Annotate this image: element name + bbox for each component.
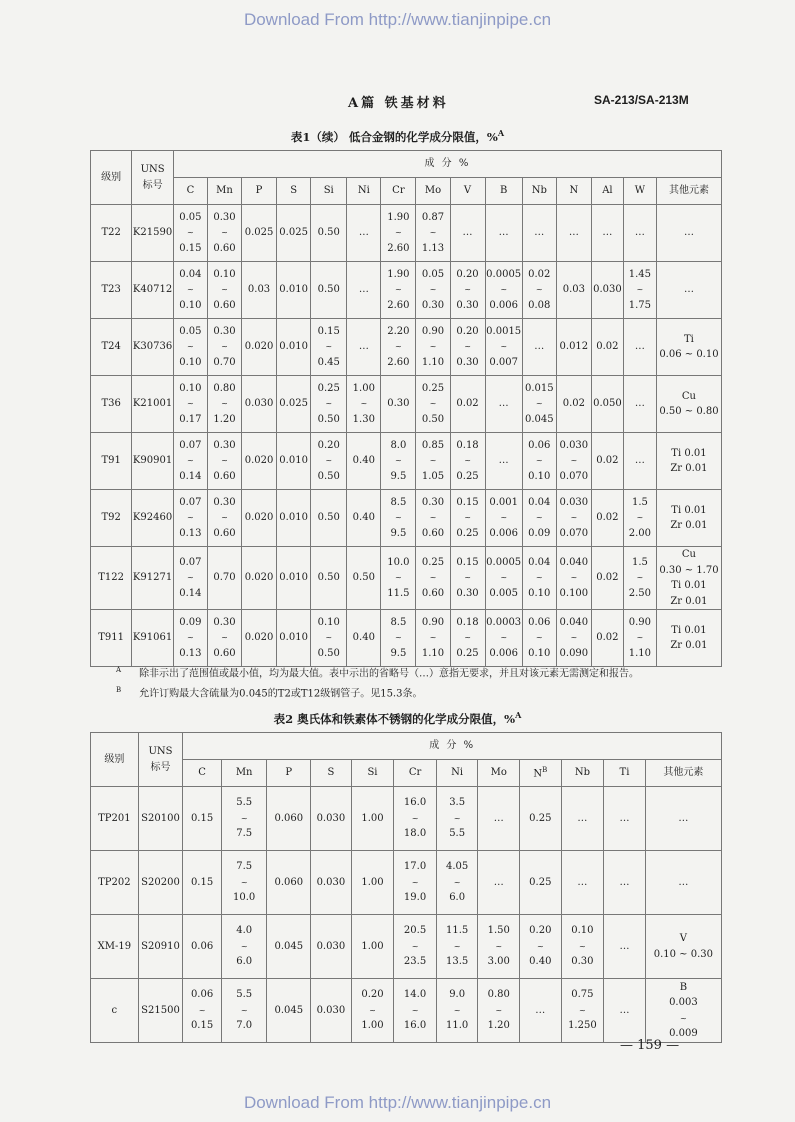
table1-row xyxy=(91,376,722,433)
table1-row xyxy=(91,490,722,547)
value-cell: 0.050 xyxy=(591,376,623,433)
value-cell: 0.40 xyxy=(347,490,381,547)
value-cell: 0.25 xyxy=(520,851,562,915)
value-cell: 0.05 ~ 0.10 xyxy=(173,319,207,376)
value-cell: 0.04 ~ 0.09 xyxy=(522,490,556,547)
value-cell: 0.50 xyxy=(311,205,347,262)
value-cell: 5.5 ~ 7.0 xyxy=(221,979,267,1043)
value-cell: 0.90 ~ 1.10 xyxy=(416,610,450,667)
value-cell: V 0.10 ~ 0.30 xyxy=(645,915,721,979)
uns-cell: K40712 xyxy=(132,262,174,319)
table1-col-header: 其他元素 xyxy=(656,178,721,205)
table1-col-header: N xyxy=(556,178,591,205)
value-cell: 0.25 ~ 0.50 xyxy=(416,376,450,433)
value-cell: … xyxy=(347,319,381,376)
value-cell: 0.0005 ~ 0.006 xyxy=(485,262,522,319)
value-cell: 0.045 xyxy=(267,915,311,979)
table1-col-header: Mo xyxy=(416,178,450,205)
value-cell: … xyxy=(645,787,721,851)
value-cell: 0.040 ~ 0.090 xyxy=(556,610,591,667)
table1-col-header: Ni xyxy=(347,178,381,205)
value-cell: 0.020 xyxy=(242,547,277,610)
table2-col-header: Nb xyxy=(561,760,604,787)
value-cell: 0.020 xyxy=(242,610,277,667)
table1-row xyxy=(91,433,722,490)
value-cell: 0.020 xyxy=(242,319,277,376)
value-cell: 0.75 ~ 1.250 xyxy=(561,979,604,1043)
value-cell: 0.001 ~ 0.006 xyxy=(485,490,522,547)
value-cell: 1.50 ~ 3.00 xyxy=(478,915,520,979)
value-cell: 0.030 xyxy=(311,851,352,915)
value-cell: 0.030 xyxy=(311,979,352,1043)
table1-row xyxy=(91,262,722,319)
table2-col-header: P xyxy=(267,760,311,787)
table2-col-header: Mn xyxy=(221,760,267,787)
table1-header-composition: 成 分 % xyxy=(173,151,721,178)
value-cell: 0.030 xyxy=(591,262,623,319)
uns-cell: K90901 xyxy=(132,433,174,490)
value-cell: 0.010 xyxy=(277,490,311,547)
uns-cell: K30736 xyxy=(132,319,174,376)
grade-cell: T91 xyxy=(91,433,132,490)
value-cell: 0.03 xyxy=(242,262,277,319)
table2-row xyxy=(91,851,722,915)
value-cell: 8.5 ~ 9.5 xyxy=(381,490,416,547)
value-cell: … xyxy=(623,376,656,433)
value-cell: 0.02 xyxy=(556,376,591,433)
value-cell: 0.50 xyxy=(311,547,347,610)
value-cell: 0.060 xyxy=(267,851,311,915)
value-cell: 0.04 ~ 0.10 xyxy=(522,547,556,610)
value-cell: … xyxy=(520,979,562,1043)
value-cell: 0.30 ~ 0.60 xyxy=(207,490,241,547)
value-cell: 0.50 xyxy=(311,490,347,547)
value-cell: 0.50 xyxy=(347,547,381,610)
table1-col-header: Cr xyxy=(381,178,416,205)
value-cell: 0.25 ~ 0.50 xyxy=(311,376,347,433)
value-cell: 0.010 xyxy=(277,319,311,376)
value-cell: 0.02 xyxy=(591,610,623,667)
table1-col-header: B xyxy=(485,178,522,205)
value-cell: 0.20 ~ 0.50 xyxy=(311,433,347,490)
table2-col-header: Cr xyxy=(394,760,437,787)
table1-row xyxy=(91,205,722,262)
value-cell: … xyxy=(656,262,721,319)
table1-col-header: W xyxy=(623,178,656,205)
value-cell: … xyxy=(645,851,721,915)
value-cell: B 0.003 ~ 0.009 xyxy=(645,979,721,1043)
uns-cell: K21590 xyxy=(132,205,174,262)
value-cell: Ti 0.01 Zr 0.01 xyxy=(656,433,721,490)
table2-col-header: $N^B$ xyxy=(520,760,562,787)
value-cell: 4.0 ~ 6.0 xyxy=(221,915,267,979)
uns-cell: K21001 xyxy=(132,376,174,433)
table1-col-header: Al xyxy=(591,178,623,205)
table2-col-header: Mo xyxy=(478,760,520,787)
value-cell: 9.0 ~ 11.0 xyxy=(436,979,478,1043)
value-cell: … xyxy=(623,205,656,262)
uns-cell: K91061 xyxy=(132,610,174,667)
value-cell: 0.030 xyxy=(311,915,352,979)
value-cell: 0.10 ~ 0.30 xyxy=(561,915,604,979)
value-cell: 0.03 xyxy=(556,262,591,319)
table2-header-composition: 成 分 % xyxy=(183,733,722,760)
table1 xyxy=(90,150,722,667)
uns-cell: S20200 xyxy=(138,851,183,915)
value-cell: 0.87 ~ 1.13 xyxy=(416,205,450,262)
table1-header-grade: 级别 xyxy=(91,151,132,205)
value-cell: 0.30 ~ 0.60 xyxy=(416,490,450,547)
value-cell: 3.5 ~ 5.5 xyxy=(436,787,478,851)
value-cell: 0.06 ~ 0.10 xyxy=(522,610,556,667)
standard-code: SA-213/SA-213M xyxy=(594,93,689,107)
value-cell: … xyxy=(623,319,656,376)
value-cell: 1.00 xyxy=(351,851,394,915)
value-cell: 2.20 ~ 2.60 xyxy=(381,319,416,376)
value-cell: Cu 0.30 ~ 1.70 Ti 0.01 Zr 0.01 xyxy=(656,547,721,610)
value-cell: … xyxy=(478,787,520,851)
table2-col-header: S xyxy=(311,760,352,787)
value-cell: 0.045 xyxy=(267,979,311,1043)
value-cell: 0.20 ~ 0.30 xyxy=(450,262,485,319)
value-cell: 0.20 ~ 0.40 xyxy=(520,915,562,979)
watermark-top: Download From http://www.tianjinpipe.cn xyxy=(243,10,552,29)
grade-cell: T122 xyxy=(91,547,132,610)
value-cell: … xyxy=(561,851,604,915)
table1-col-header: S xyxy=(277,178,311,205)
value-cell: 0.18 ~ 0.25 xyxy=(450,433,485,490)
table2 xyxy=(90,732,722,1043)
table1-col-header: Mn xyxy=(207,178,241,205)
value-cell: 0.020 xyxy=(242,490,277,547)
uns-cell: K91271 xyxy=(132,547,174,610)
value-cell: … xyxy=(485,433,522,490)
value-cell: 0.25 ~ 0.60 xyxy=(416,547,450,610)
table1-row xyxy=(91,547,722,610)
value-cell: 0.06 ~ 0.10 xyxy=(522,433,556,490)
grade-cell: TP202 xyxy=(91,851,139,915)
uns-cell: S21500 xyxy=(138,979,183,1043)
value-cell: 20.5 ~ 23.5 xyxy=(394,915,437,979)
value-cell: 0.30 ~ 0.60 xyxy=(207,433,241,490)
value-cell: 4.05 ~ 6.0 xyxy=(436,851,478,915)
value-cell: 0.030 xyxy=(242,376,277,433)
value-cell: 0.05 ~ 0.30 xyxy=(416,262,450,319)
value-cell: … xyxy=(347,262,381,319)
value-cell: … xyxy=(522,205,556,262)
value-cell: 0.02 xyxy=(591,319,623,376)
value-cell: 0.10 ~ 0.50 xyxy=(311,610,347,667)
page-number: — 159 — xyxy=(620,1038,680,1053)
value-cell: 1.5 ~ 2.50 xyxy=(623,547,656,610)
value-cell: 0.90 ~ 1.10 xyxy=(416,319,450,376)
value-cell: 0.02 xyxy=(591,547,623,610)
grade-cell: T36 xyxy=(91,376,132,433)
value-cell: 0.30 ~ 0.60 xyxy=(207,205,241,262)
table-note: $^A$ 除非示出了范围值或最小值，均为最大值。表中示出的省略号（…）意指无要求，并且对该元素无需测定和报告。 xyxy=(116,666,640,680)
value-cell: 1.5 ~ 2.00 xyxy=(623,490,656,547)
table2-col-header: 其他元素 xyxy=(645,760,721,787)
value-cell: 8.0 ~ 9.5 xyxy=(381,433,416,490)
value-cell: 0.040 ~ 0.100 xyxy=(556,547,591,610)
value-cell: 0.15 ~ 0.30 xyxy=(450,547,485,610)
table2-col-header: C xyxy=(183,760,222,787)
value-cell: 1.45 ~ 1.75 xyxy=(623,262,656,319)
value-cell: … xyxy=(623,433,656,490)
value-cell: 0.15 ~ 0.45 xyxy=(311,319,347,376)
value-cell: … xyxy=(604,979,646,1043)
value-cell: 1.90 ~ 2.60 xyxy=(381,205,416,262)
grade-cell: c xyxy=(91,979,139,1043)
value-cell: 0.80 ~ 1.20 xyxy=(478,979,520,1043)
value-cell: 11.5 ~ 13.5 xyxy=(436,915,478,979)
value-cell: 0.40 xyxy=(347,610,381,667)
table2-row xyxy=(91,979,722,1043)
value-cell: 0.06 ~ 0.15 xyxy=(183,979,222,1043)
table2-col-header: Ni xyxy=(436,760,478,787)
value-cell: 0.15 xyxy=(183,787,222,851)
value-cell: 0.04 ~ 0.10 xyxy=(173,262,207,319)
value-cell: Ti 0.01 Zr 0.01 xyxy=(656,610,721,667)
value-cell: … xyxy=(604,787,646,851)
value-cell: 0.85 ~ 1.05 xyxy=(416,433,450,490)
table2-row xyxy=(91,915,722,979)
table1-notes xyxy=(116,662,639,703)
value-cell: 17.0 ~ 19.0 xyxy=(394,851,437,915)
value-cell: 0.30 ~ 0.60 xyxy=(207,610,241,667)
value-cell: 0.50 xyxy=(311,262,347,319)
value-cell: 0.025 xyxy=(277,205,311,262)
value-cell: … xyxy=(478,851,520,915)
value-cell: 0.02 ~ 0.08 xyxy=(522,262,556,319)
table2-col-header: Si xyxy=(351,760,394,787)
value-cell: … xyxy=(604,851,646,915)
value-cell: 0.030 xyxy=(311,787,352,851)
value-cell: 0.90 ~ 1.10 xyxy=(623,610,656,667)
value-cell: 0.030 ~ 0.070 xyxy=(556,490,591,547)
value-cell: 0.06 xyxy=(183,915,222,979)
value-cell: 0.07 ~ 0.14 xyxy=(173,547,207,610)
table1-col-header: P xyxy=(242,178,277,205)
grade-cell: T911 xyxy=(91,610,132,667)
value-cell: 0.18 ~ 0.25 xyxy=(450,610,485,667)
value-cell: 0.07 ~ 0.14 xyxy=(173,433,207,490)
value-cell: 0.70 xyxy=(207,547,241,610)
table1-col-header: C xyxy=(173,178,207,205)
value-cell: 0.010 xyxy=(277,433,311,490)
value-cell: Ti 0.06 ~ 0.10 xyxy=(656,319,721,376)
table2-header-grade: 级别 xyxy=(91,733,139,787)
section-header: A篇 铁基材料 xyxy=(348,96,449,111)
value-cell: 0.20 ~ 0.30 xyxy=(450,319,485,376)
grade-cell: T24 xyxy=(91,319,132,376)
uns-cell: K92460 xyxy=(132,490,174,547)
value-cell: 7.5 ~ 10.0 xyxy=(221,851,267,915)
table1-caption: 表1（续） 低合金钢的化学成分限值，%$^A$ xyxy=(290,128,505,144)
value-cell: 0.10 ~ 0.60 xyxy=(207,262,241,319)
value-cell: 0.07 ~ 0.13 xyxy=(173,490,207,547)
value-cell: 14.0 ~ 16.0 xyxy=(394,979,437,1043)
value-cell: 0.25 xyxy=(520,787,562,851)
value-cell: … xyxy=(522,319,556,376)
value-cell: … xyxy=(556,205,591,262)
value-cell: 1.90 ~ 2.60 xyxy=(381,262,416,319)
value-cell: 1.00 xyxy=(351,787,394,851)
grade-cell: XM-19 xyxy=(91,915,139,979)
value-cell: … xyxy=(591,205,623,262)
value-cell: 0.010 xyxy=(277,547,311,610)
value-cell: 0.0015 ~ 0.007 xyxy=(485,319,522,376)
value-cell: … xyxy=(656,205,721,262)
value-cell: 0.02 xyxy=(591,433,623,490)
value-cell: 0.40 xyxy=(347,433,381,490)
value-cell: 0.0005 ~ 0.005 xyxy=(485,547,522,610)
table1-col-header: Nb xyxy=(522,178,556,205)
value-cell: 0.012 xyxy=(556,319,591,376)
value-cell: 0.02 xyxy=(591,490,623,547)
value-cell: 0.15 ~ 0.25 xyxy=(450,490,485,547)
value-cell: 1.00 ~ 1.30 xyxy=(347,376,381,433)
value-cell: … xyxy=(450,205,485,262)
value-cell: 0.025 xyxy=(242,205,277,262)
value-cell: 0.025 xyxy=(277,376,311,433)
value-cell: … xyxy=(604,915,646,979)
table2-header-uns: UNS 标号 xyxy=(138,733,183,787)
value-cell: 0.0003 ~ 0.006 xyxy=(485,610,522,667)
table1-header-uns: UNS 标号 xyxy=(132,151,174,205)
value-cell: … xyxy=(347,205,381,262)
table1-col-header: Si xyxy=(311,178,347,205)
value-cell: 0.15 xyxy=(183,851,222,915)
value-cell: 0.015 ~ 0.045 xyxy=(522,376,556,433)
value-cell: 0.030 ~ 0.070 xyxy=(556,433,591,490)
table1-row xyxy=(91,319,722,376)
grade-cell: T22 xyxy=(91,205,132,262)
grade-cell: T23 xyxy=(91,262,132,319)
uns-cell: S20100 xyxy=(138,787,183,851)
table2-caption: 表2 奥氏体和铁素体不锈钢的化学成分限值，%$^A$ xyxy=(273,710,522,726)
table2-col-header: Ti xyxy=(604,760,646,787)
value-cell: 10.0 ~ 11.5 xyxy=(381,547,416,610)
grade-cell: T92 xyxy=(91,490,132,547)
value-cell: 0.060 xyxy=(267,787,311,851)
uns-cell: S20910 xyxy=(138,915,183,979)
value-cell: 0.09 ~ 0.13 xyxy=(173,610,207,667)
value-cell: 0.80 ~ 1.20 xyxy=(207,376,241,433)
table1-col-header: V xyxy=(450,178,485,205)
table2-row xyxy=(91,787,722,851)
value-cell: 0.05 ~ 0.15 xyxy=(173,205,207,262)
value-cell: … xyxy=(485,205,522,262)
value-cell: Cu 0.50 ~ 0.80 xyxy=(656,376,721,433)
value-cell: 0.30 ~ 0.70 xyxy=(207,319,241,376)
value-cell: 0.010 xyxy=(277,262,311,319)
value-cell: 1.00 xyxy=(351,915,394,979)
value-cell: 0.30 xyxy=(381,376,416,433)
grade-cell: TP201 xyxy=(91,787,139,851)
value-cell: 0.020 xyxy=(242,433,277,490)
value-cell: 16.0 ~ 18.0 xyxy=(394,787,437,851)
value-cell: … xyxy=(561,787,604,851)
value-cell: 8.5 ~ 9.5 xyxy=(381,610,416,667)
value-cell: … xyxy=(485,376,522,433)
value-cell: Ti 0.01 Zr 0.01 xyxy=(656,490,721,547)
value-cell: 0.20 ~ 1.00 xyxy=(351,979,394,1043)
table-note: $^B$ 允许订购最大含硫量为0.045的T2或T12级钢管子。见15.3条。 xyxy=(116,686,423,700)
value-cell: 0.02 xyxy=(450,376,485,433)
value-cell: 0.10 ~ 0.17 xyxy=(173,376,207,433)
value-cell: 0.010 xyxy=(277,610,311,667)
table1-row xyxy=(91,610,722,667)
watermark-bottom: Download From http://www.tianjinpipe.cn xyxy=(243,1093,552,1112)
value-cell: 5.5 ~ 7.5 xyxy=(221,787,267,851)
